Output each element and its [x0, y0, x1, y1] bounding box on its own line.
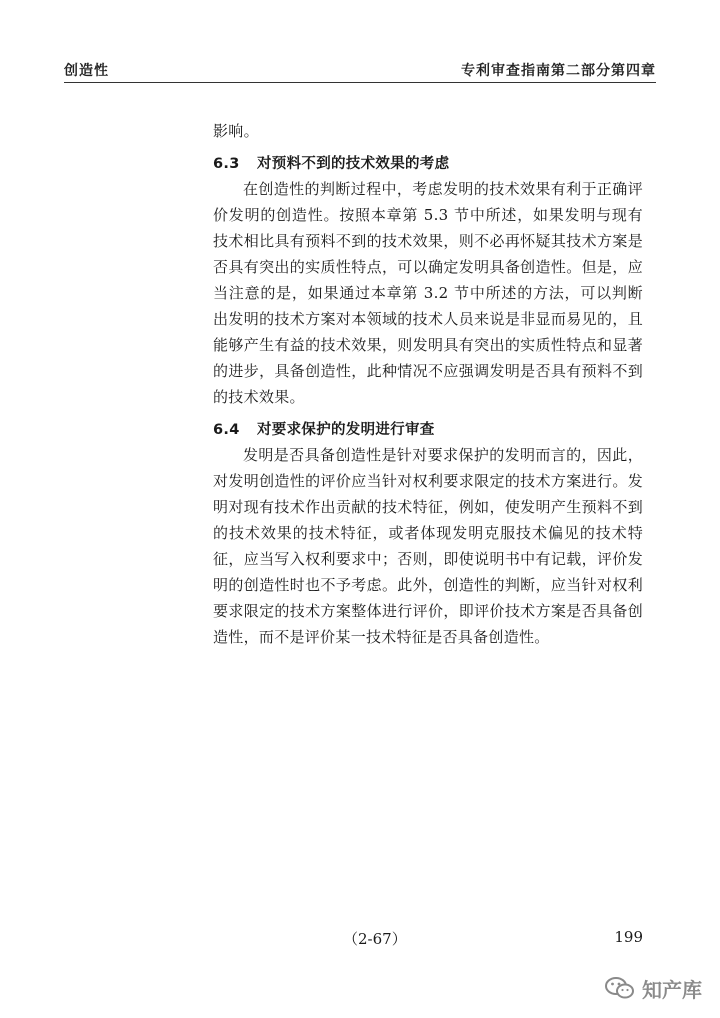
page-footer	[213, 928, 643, 952]
section-number: 6.4	[213, 422, 240, 438]
carryover-text: 影响。	[213, 122, 259, 140]
header-book-title: 专利审查指南第二部分第四章	[461, 63, 656, 79]
watermark-text: 知产库	[642, 977, 702, 1002]
body-text	[213, 118, 643, 650]
section-heading-6-4	[213, 418, 643, 442]
footer-section-code: （2-67）	[343, 930, 407, 948]
section-paragraph-6-3: 在创造性的判断过程中，考虑发明的技术效果有利于正确评价发明的创造性。按照本章第 5.3 节中所述，如果发明与现有技术相比具有预料不到的技术效果，则不必再怀疑其技术方案是否具有突出的实质性特点，可以确定发明具备创造性。但是，应当注意的是，如果通过本章第 3.2 节中所述的方法，可以判断出发明的技术方案对本领域的技术人员来说是非显而易见的，且能够产生有益的技术效果，则发明具有突出的实质性特点和显著的进步，具备创造性，此种情况不应强调发明是否具有预料不到的技术效果。	[213, 180, 643, 406]
section-paragraph-6-4: 发明是否具备创造性是针对要求保护的发明而言的，因此，对发明创造性的评价应当针对权利要求限定的技术方案进行。发明对现有技术作出贡献的技术特征，例如，使发明产生预料不到的技术效果的技术特征，或者体现发明克服技术偏见的技术特征，应当写入权利要求中；否则，即使说明书中有记载，评价发明的创造性时也不予考虑。此外，创造性的判断，应当针对权利要求限定的技术方案整体进行评价，即评价技术方案是否具备创造性，而不是评价某一技术特征是否具备创造性。	[213, 446, 643, 646]
watermark	[604, 972, 702, 1004]
header-chapter-title: 创造性	[64, 63, 109, 79]
spacer	[213, 410, 643, 418]
section-title: 对预料不到的技术效果的考虑	[257, 156, 450, 172]
page-number: 199	[614, 928, 643, 946]
spacer	[213, 144, 643, 152]
header-rule	[64, 82, 656, 83]
section-title: 对要求保护的发明进行审查	[257, 422, 435, 438]
running-header	[64, 58, 656, 82]
section-number: 6.3	[213, 156, 240, 172]
wechat-icon	[604, 976, 636, 1000]
section-heading-6-3	[213, 152, 643, 176]
